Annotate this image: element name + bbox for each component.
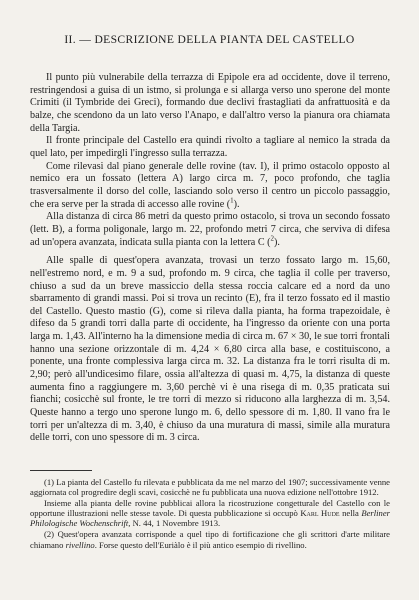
footnote-1 [30,477,390,497]
footnote-2 [30,529,390,549]
footnote-divider [30,470,92,471]
paragraph-5: Alle spalle di quest'opera avanzata, trovasi un terzo fossato largo m. 15,60, nell'estremo nord, e m. 9 a sud, profondo m. 9 circa, che taglia il colle per traverso, chiuso a sud da un breve massiccio della stessa roccia calcare ed a nord da uno sbarramento di grandi massi. Poi si trova un recinto (E), fra il terzo fossato ed il mastio del Castello. Questo mastio (G), come si rileva dalla pianta, ha forma trapezoidale, è difeso da 5 grandi torri dalla parte di occidente, ha l'ingresso da oriente con una porta larga m. 1,43. All'interno ha la dimensione media di circa m. 67 × 30, le sue torri frontali hanno una sezione orizzontale di m. 4,24 × 6,80 circa alla base, e costituiscono, a ponente, una fronte complessiva larga circa m. 32. La distanza fra le torri risulta di m. 2,90; però all'undicesimo filare, ossia all'altezza di quasi m. 4,75, la distanza di queste aumenta fino a raggiungere m. 3,60 perchè vi è una risega di m. 0,35 praticata sui fianchi; cosicchè sul fronte, le tre torri di mezzo si riducono alla larghezza di m. 3,54. Queste hanno a tergo uno sperone lungo m. 6, dello spessore di m. 1,80. Il vano fra le torri per un'altezza di m. 3,40, è chiuso da una muratura di massi, simile alla muratura delle torri, con uno spessore di m. 3 circa. [30,255,390,444]
footnote-ref-2[interactable]: 2 [270,234,274,243]
footnotes [30,477,390,550]
body-text [30,72,390,445]
footnote-2-end: . Forse questo dell'Euriàlo è il più antico esempio di rivellino. [94,539,307,550]
paragraph-3 [30,161,390,212]
journal-title: Berliner Philologische Wochenschrift [30,508,390,529]
section-heading: II. — DESCRIZIONE DELLA PIANTA DEL CASTELLO [64,33,355,46]
paragraph-4 [30,211,390,249]
footnote-1b-text: Insieme alla pianta delle rovine pubblicai allora la ricostruzione congetturale del Castello con le opportune illustrazioni nelle stesse tavole. Di questa pubblicazione si occupò [30,498,390,519]
footnote-1-mark: (1) [44,477,55,487]
term-rivellino: rivellino [65,539,95,550]
paragraph-3-text: Come rilevasi dal piano generale delle rovine (tav. I), il primo ostacolo opposto al nemico era un fossato (lettera A) largo circa m. 7, poco profondo, che taglia trasversalmente il dorso del colle, lasciando solo verso il centro un piccolo passaggio, che era serve per la strada di accesso alle rovine ( [30,160,390,210]
paragraph-4-end: ). [274,236,280,248]
paragraph-3-end: ). [233,198,240,210]
footnote-1-text: La pianta del Castello fu rilevata e pubblicata da me nel marzo del 1907; successivamente venne aggiornata col progredire degli scavi, cosicchè ne fu pubblicata una nuova edizione nell'ottobre 1912. [30,477,390,498]
author-name: Karl Hude [300,508,340,519]
paragraph-2: Il fronte principale del Castello era quindi rivolto a tagliare al nemico la strada da quel lato, per impedirgli l'ingresso sulla terrazza. [30,135,390,159]
footnote-2-text: Quest'opera avanzata corrisponde a quel tipo di fortificazione che gli scrittori d'arte militare chiamano [30,529,390,550]
paragraph-1: Il punto più vulnerabile della terrazza di Epipole era ad occidente, dove il terreno, restringendosi a guisa di un istmo, si prolunga e si allarga verso uno sperone del monte Crimiti (il Tymbride dei Greci), formando due declivi frastagliati da anfrattuosità e da balze, che scendono da un lato verso l'Anapo, e dall'altro verso la pianura ora chiamata della Targia. [30,72,390,134]
footnote-1b-end: , N. 44, 1 Novembre 1913. [128,518,221,529]
paragraph-4-text: Alla distanza di circa 86 metri da questo primo ostacolo, si trova un secondo fossato (lett. B), a forma poligonale, largo m. 22, profondo metri 7 circa, che serviva di difesa ad un'opera avanzata, indicata sulla pianta con la lettera C ( [30,211,390,248]
footnote-1b-mid: nella [339,508,362,519]
footnote-2-mark: (2) [44,529,55,540]
footnote-1-continued [30,498,390,528]
footnote-ref-1[interactable]: 1 [230,196,234,205]
